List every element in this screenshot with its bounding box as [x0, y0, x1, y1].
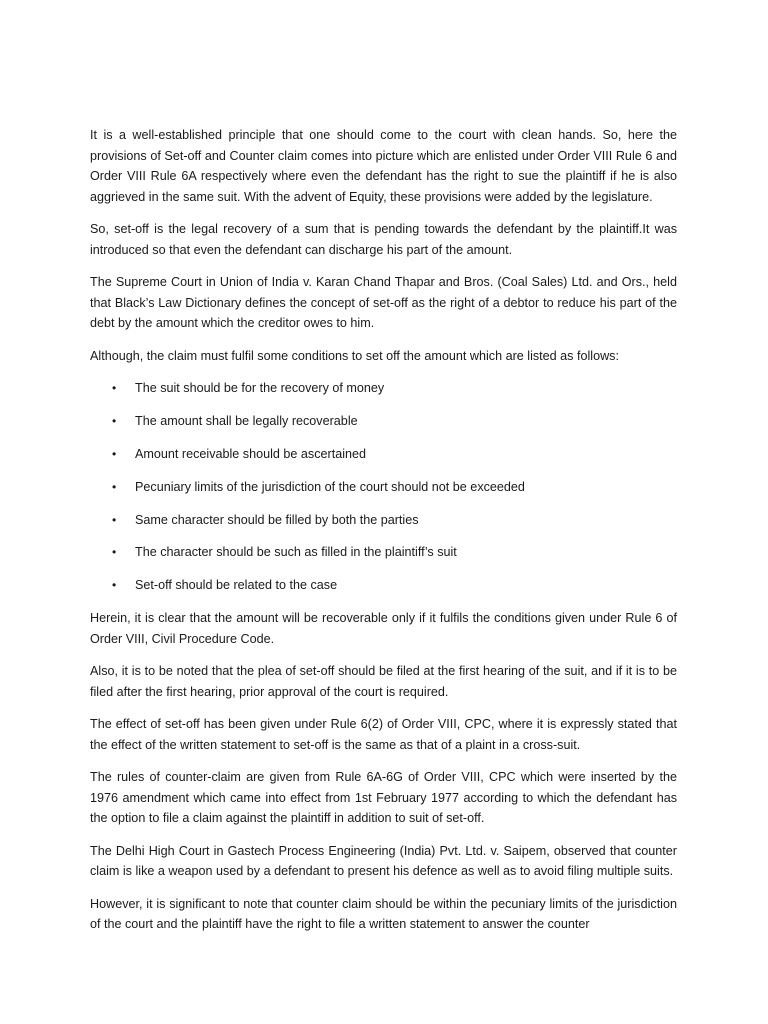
paragraph-delhi-high-court: The Delhi High Court in Gastech Process Engineering (India) Pvt. Ltd. v. Saipem, observed that counter claim is like a weapon used by a defendant to present his defence as well as to avoid filing multiple suits.	[90, 843, 677, 879]
bullet-icon: •	[112, 413, 117, 428]
paragraph-setoff-definition: So, set-off is the legal recovery of a sum that is pending towards the defendant by the plaintiff.It was introduced so that even the defendant can discharge his part of the amount.	[90, 222, 677, 257]
list-item-text: The character should be such as filled in the plaintiff’s suit	[135, 545, 457, 560]
bullet-icon: •	[112, 446, 117, 461]
conditions-list	[90, 378, 677, 596]
list-item	[90, 575, 677, 596]
document-page	[90, 125, 677, 947]
list-item-text: The suit should be for the recovery of money	[135, 381, 385, 395]
list-item	[90, 378, 677, 399]
paragraph-first-hearing: Also, it is to be noted that the plea of set-off should be filed at the first hearing of the suit, and if it is to be filed after the first hearing, prior approval of the court is required.	[90, 664, 677, 699]
paragraph-pecuniary-limits: However, it is significant to note that counter claim should be within the pecuniary limits of the jurisdiction of the court and the plaintiff have the right to file a written statement to answer the counter	[90, 896, 677, 932]
list-item	[90, 510, 677, 531]
list-item	[90, 444, 677, 465]
paragraph-counter-claim-rules: The rules of counter-claim are given from Rule 6A-6G of Order VIII, CPC which were inserted by the 1976 amendment which came into effect from 1st February 1977 according to which the defendant has the option to file a claim against the plaintiff in addition to suit of set-off.	[90, 770, 677, 826]
list-item	[90, 411, 677, 432]
list-item-text: Amount receivable should be ascertained	[135, 446, 367, 461]
paragraph-effect-of-setoff: The effect of set-off has been given under Rule 6(2) of Order VIII, CPC, where it is expressly stated that the effect of the written statement to set-off is the same as that of a plaint in a cross-suit.	[90, 717, 677, 752]
list-item-text: Set-off should be related to the case	[135, 578, 338, 593]
paragraph-recoverable: Herein, it is clear that the amount will be recoverable only if it fulfils the conditions given under Rule 6 of Order VIII, Civil Procedure Code.	[90, 611, 677, 646]
bullet-icon: •	[112, 479, 117, 494]
list-item	[90, 542, 677, 563]
list-item	[90, 477, 677, 498]
paragraph-conditions-intro: Although, the claim must fulfil some conditions to set off the amount which are listed as follows:	[90, 348, 619, 363]
list-item-text: The amount shall be legally recoverable	[135, 413, 358, 428]
list-item-text: Pecuniary limits of the jurisdiction of the court should not be exceeded	[135, 479, 525, 494]
bullet-icon: •	[112, 512, 117, 527]
bullet-icon: •	[112, 578, 117, 593]
bullet-icon: •	[112, 381, 117, 395]
bullet-icon: •	[112, 545, 117, 560]
paragraph-clean-hands: It is a well-established principle that one should come to the court with clean hands. So, here the provisions of Set-off and Counter claim comes into picture which are enlisted under Order VIII Rule 6 and Order VIII Rule 6A respectively where even the defendant has the right to sue the plaintiff if he is also aggrieved in the same suit. With the advent of Equity, these provisions were added by the legislature.	[90, 128, 677, 204]
paragraph-supreme-court: The Supreme Court in Union of India v. Karan Chand Thapar and Bros. (Coal Sales) Ltd. and Ors., held that Black’s Law Dictionary defines the concept of set-off as the right of a debtor to reduce his part of the debt by the amount which the creditor owes to him.	[90, 275, 677, 330]
list-item-text: Same character should be filled by both the parties	[135, 512, 419, 527]
